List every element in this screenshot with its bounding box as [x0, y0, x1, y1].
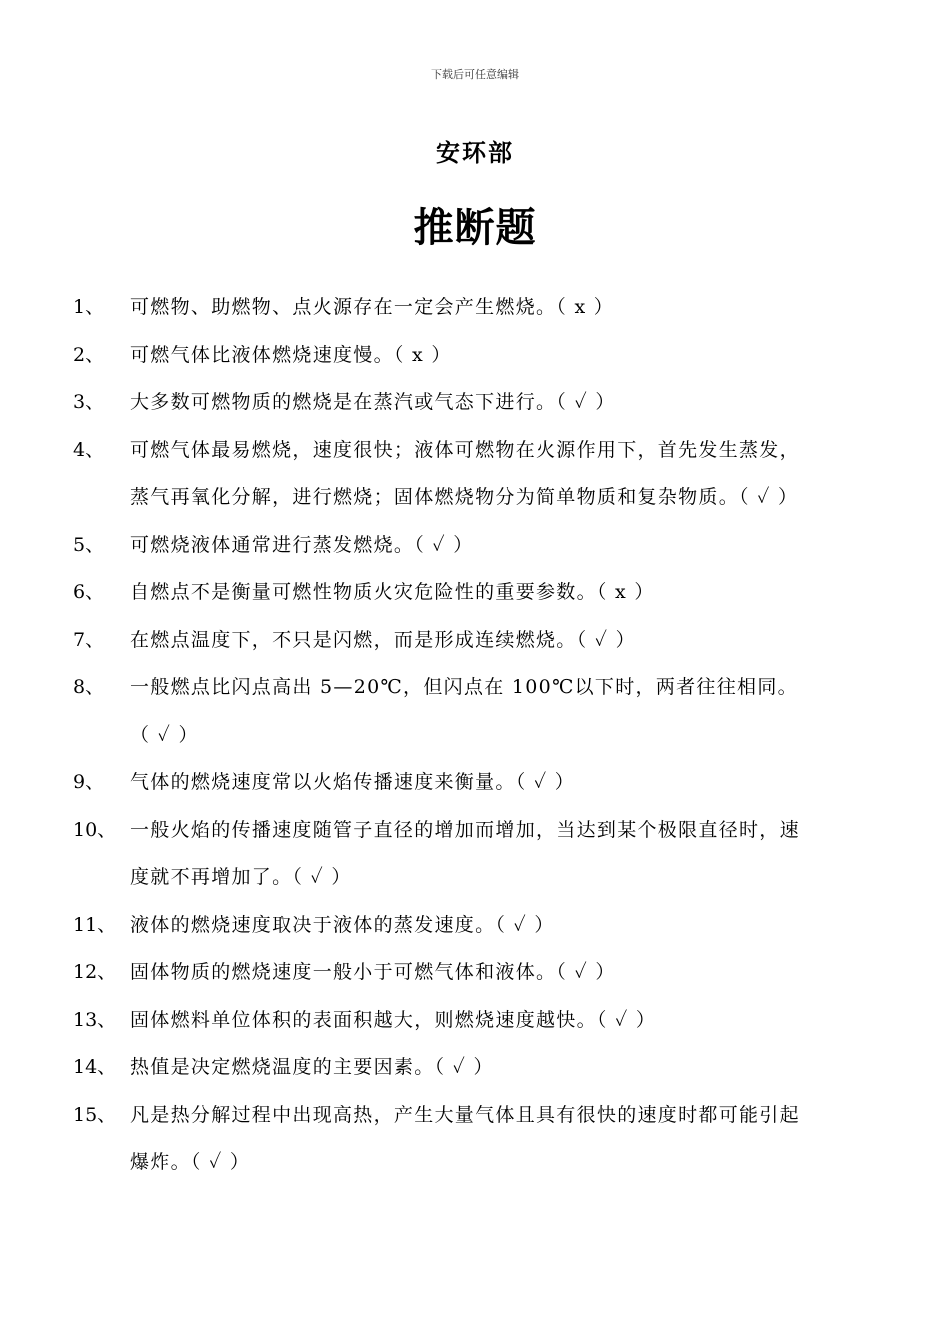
question-item	[0, 807, 950, 902]
question-line: 可燃气体最易燃烧，速度很快；液体可燃物在火源作用下，首先发生蒸发，	[130, 438, 800, 461]
question-text	[130, 379, 876, 427]
question-number: 4、	[73, 438, 105, 461]
question-item	[0, 617, 950, 665]
question-line: 可燃烧液体通常进行蒸发燃烧。（ ✓ ）	[130, 533, 474, 556]
question-item	[0, 1092, 950, 1187]
question-text	[130, 569, 876, 617]
question-line: 一般火焰的传播速度随管子直径的增加而增加，当达到某个极限直径时，速	[130, 818, 800, 841]
question-line: 液体的燃烧速度取决于液体的蒸发速度。（ ✓ ）	[130, 913, 555, 936]
question-line: 气体的燃烧速度常以火焰传播速度来衡量。（ ✓ ）	[130, 771, 576, 793]
question-number: 5、	[73, 533, 105, 556]
question-text	[130, 997, 876, 1045]
question-text	[130, 949, 876, 997]
question-line: 爆炸。（ ✓ ）	[130, 1151, 251, 1173]
question-number: 6、	[73, 581, 105, 603]
question-item	[0, 522, 950, 570]
department-title: 安环部	[436, 138, 514, 167]
question-text	[130, 664, 876, 759]
question-line: 固体燃料单位体积的表面积越大，则燃烧速度越快。（ ✓ ）	[130, 1008, 657, 1031]
question-text	[130, 807, 876, 902]
question-number: 1、	[73, 296, 105, 318]
question-text	[130, 1092, 876, 1187]
question-number: 14、	[73, 1056, 117, 1078]
question-number: 8、	[73, 676, 105, 698]
question-number: 10、	[73, 818, 117, 841]
question-item	[0, 997, 950, 1045]
question-item	[0, 332, 950, 380]
question-text	[130, 522, 876, 570]
question-line: 固体物质的燃烧速度一般小于可燃气体和液体。（ ✓ ）	[130, 961, 616, 983]
question-number: 3、	[73, 391, 105, 413]
question-line: 可燃气体比液体燃烧速度慢。（ x ）	[130, 343, 452, 366]
question-item	[0, 379, 950, 427]
question-item	[0, 949, 950, 997]
question-line: 自燃点不是衡量可燃性物质火灾危险性的重要参数。（ x ）	[130, 581, 655, 603]
question-number: 11、	[73, 913, 117, 936]
question-number: 9、	[73, 771, 105, 793]
question-line: （ ✓ ）	[130, 723, 199, 746]
question-item	[0, 427, 950, 522]
question-text	[130, 427, 876, 522]
page-title: 推断题	[413, 204, 537, 251]
question-line: 大多数可燃物质的燃烧是在蒸汽或气态下进行。（ ✓ ）	[130, 391, 616, 413]
question-list	[0, 284, 950, 1187]
question-text	[130, 1044, 876, 1092]
question-text	[130, 617, 876, 665]
question-line: 一般燃点比闪点高出 5—20℃，但闪点在 100℃以下时，两者往往相同。	[130, 676, 798, 698]
question-line: 凡是热分解过程中出现高热，产生大量气体且具有很快的速度时都可能引起	[130, 1103, 800, 1126]
question-line: 热值是决定燃烧温度的主要因素。（ ✓ ）	[130, 1056, 494, 1078]
question-number: 2、	[73, 343, 105, 366]
question-item	[0, 1044, 950, 1092]
question-number: 7、	[73, 628, 105, 651]
question-line: 蒸气再氧化分解，进行燃烧；固体燃烧物分为简单物质和复杂物质。（ ✓ ）	[130, 486, 799, 508]
question-item	[0, 569, 950, 617]
question-text	[130, 332, 876, 380]
question-item	[0, 902, 950, 950]
question-line: 可燃物、助燃物、点火源存在一定会产生燃烧。（ x ）	[130, 296, 615, 318]
question-line: 度就不再增加了。（ ✓ ）	[130, 866, 352, 888]
question-item	[0, 664, 950, 759]
question-text	[130, 284, 876, 332]
question-number: 12、	[73, 961, 117, 983]
question-number: 15、	[73, 1103, 117, 1126]
question-line: 在燃点温度下，不只是闪燃，而是形成连续燃烧。（ ✓ ）	[130, 628, 636, 651]
question-text	[130, 902, 876, 950]
question-text	[130, 759, 876, 807]
question-item	[0, 759, 950, 807]
header-note: 下载后可任意编辑	[431, 68, 519, 81]
question-number: 13、	[73, 1008, 117, 1031]
question-item	[0, 284, 950, 332]
